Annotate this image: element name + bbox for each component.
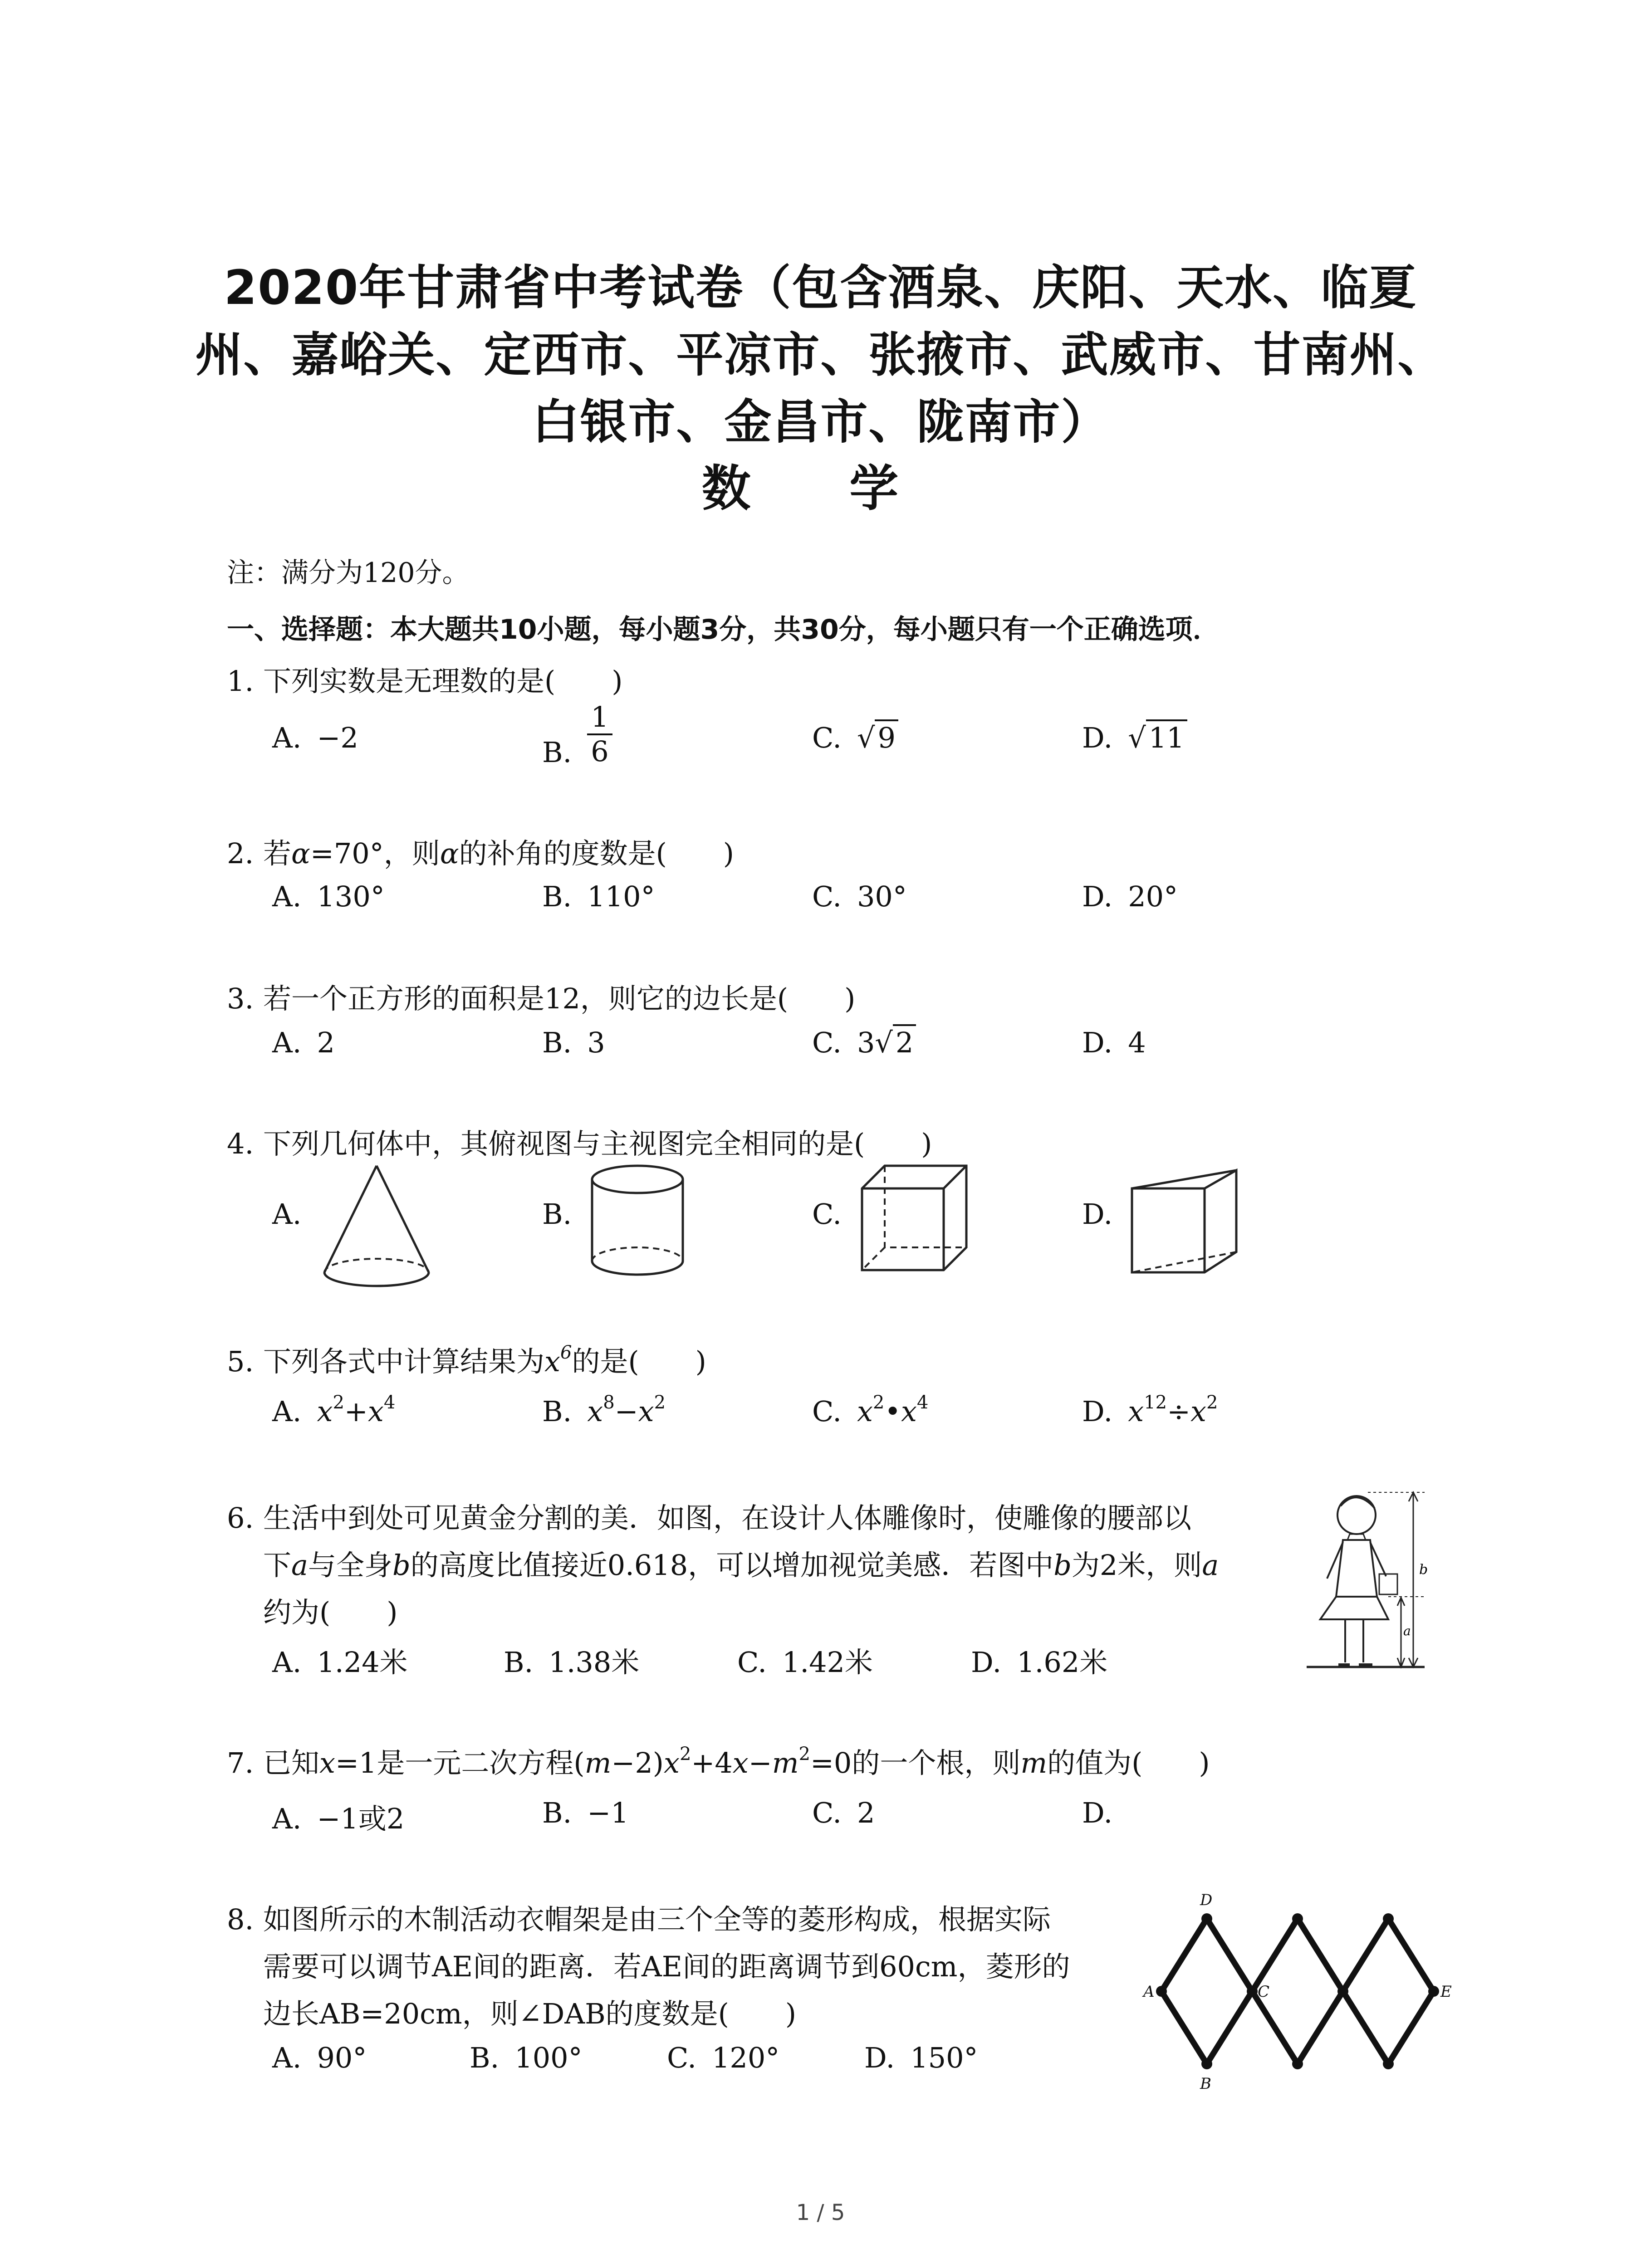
option-label: D. xyxy=(864,2041,895,2074)
score-note: 注：满分为120分。 xyxy=(227,557,470,589)
q4-option-d[interactable] xyxy=(1082,1198,1128,1231)
q4-option-c[interactable] xyxy=(812,1198,857,1231)
var-a: a xyxy=(291,1549,308,1582)
sqrt: √2 xyxy=(875,1026,916,1059)
fraction xyxy=(587,701,612,768)
q1-option-b[interactable] xyxy=(542,701,612,768)
q2-option-d[interactable] xyxy=(1082,880,1178,913)
option-label: C. xyxy=(812,880,842,913)
option-label: B. xyxy=(542,1198,572,1231)
question-stem: 下列几何体中，其俯视图与主视图完全相同的是( ) xyxy=(263,1127,932,1160)
option-value: 150° xyxy=(910,2041,978,2074)
label-a: a xyxy=(1403,1623,1411,1638)
question-6 xyxy=(227,1495,1316,1636)
radicand: 2 xyxy=(893,1024,916,1059)
option-label: C. xyxy=(667,2041,696,2074)
option-label: B. xyxy=(542,880,572,913)
cone-figure xyxy=(318,1161,436,1288)
stem-line xyxy=(227,1542,1316,1589)
question-number: 3. xyxy=(227,982,254,1015)
q6-option-c[interactable] xyxy=(737,1640,873,1680)
q3-option-a[interactable] xyxy=(272,1026,335,1059)
option-label: D. xyxy=(1082,1796,1113,1829)
option-value: 1.38米 xyxy=(549,1646,640,1679)
stem-text: 生活中到处可见黄金分割的美．如图，在设计人体雕像时，使雕像的腰部以 xyxy=(263,1501,1192,1535)
subject-heading: 数 学 xyxy=(701,460,940,517)
var-a: a xyxy=(1202,1549,1219,1582)
q3-option-b[interactable] xyxy=(542,1026,605,1059)
option-label: D. xyxy=(1082,1395,1113,1428)
cylinder-figure xyxy=(585,1161,690,1279)
option-value: $x^8-x^2$ xyxy=(587,1392,666,1428)
q1-option-d[interactable] xyxy=(1082,721,1187,754)
question-7 xyxy=(227,1740,1210,1787)
question-stem: 若一个正方形的面积是12，则它的边长是( ) xyxy=(263,982,856,1015)
option-label: B. xyxy=(470,2041,500,2074)
statue-figure xyxy=(1298,1483,1452,1674)
q8-option-b[interactable] xyxy=(470,2041,583,2074)
question-8 xyxy=(227,1896,1180,2038)
option-label: A. xyxy=(272,880,302,913)
option-value: 3 xyxy=(587,1026,605,1059)
option-value: $x^2•x^4$ xyxy=(857,1392,929,1428)
question-number: 7. xyxy=(227,1746,254,1779)
var-b: b xyxy=(392,1549,411,1582)
option-label: D. xyxy=(1082,880,1113,913)
option-label: D. xyxy=(1082,1198,1113,1231)
question-number: 2. xyxy=(227,837,254,870)
label-A: A xyxy=(1143,1983,1155,2001)
question-4 xyxy=(227,1120,932,1168)
option-value: 90° xyxy=(317,2041,367,2074)
denominator: 6 xyxy=(591,735,609,768)
stem-text: 的高度比值接近0.618，可以增加视觉美感．若图中 xyxy=(410,1549,1054,1582)
q3-option-c[interactable] xyxy=(812,1026,916,1059)
option-value: 1.24米 xyxy=(317,1646,408,1679)
option-value: −2 xyxy=(317,721,358,754)
q5-option-a[interactable] xyxy=(272,1392,396,1428)
option-label: C. xyxy=(812,1395,842,1428)
q3-option-d[interactable] xyxy=(1082,1026,1146,1059)
question-1 xyxy=(227,658,622,705)
option-label: A. xyxy=(272,1395,302,1428)
option-label: D. xyxy=(971,1646,1002,1679)
q7-option-c[interactable] xyxy=(812,1796,875,1829)
label-D: D xyxy=(1200,1891,1213,1909)
q4-option-b[interactable] xyxy=(542,1198,587,1231)
q2-option-a[interactable] xyxy=(272,880,385,913)
stem-text: 如图所示的木制活动衣帽架是由三个全等的菱形构成，根据实际 xyxy=(263,1903,1051,1936)
option-label: C. xyxy=(812,1026,842,1059)
option-value: 1.62米 xyxy=(1017,1646,1108,1679)
stem-part: 的补角的度数是( ) xyxy=(459,837,734,870)
page-title: 2020年甘肃省中考试卷（包含酒泉、庆阳、天水、临夏州、嘉峪关、定西市、平凉市、张掖市、武威市、甘南州、白银市、金昌市、陇南市） xyxy=(195,260,1446,450)
stem-text: 与全身 xyxy=(308,1549,392,1582)
question-2 xyxy=(227,830,734,877)
page-number: 1 / 5 xyxy=(796,2200,845,2225)
option-value: 2 xyxy=(857,1796,875,1829)
q8-option-a[interactable] xyxy=(272,2041,367,2074)
q4-option-a[interactable] xyxy=(272,1198,317,1231)
math-expression: $x^6$ xyxy=(544,1342,572,1378)
option-label: B. xyxy=(542,1796,572,1829)
question-3 xyxy=(227,975,855,1022)
stem-text: 下 xyxy=(263,1549,292,1582)
option-label: A. xyxy=(272,2041,302,2074)
sqrt: √11 xyxy=(1128,721,1187,754)
option-value: $x^{12}\div x^2$ xyxy=(1128,1392,1218,1428)
q7-option-a[interactable] xyxy=(272,1796,404,1837)
radicand: 9 xyxy=(875,719,898,754)
label-b: b xyxy=(1419,1562,1428,1578)
option-label: D. xyxy=(1082,1026,1113,1059)
alpha-symbol: α xyxy=(440,837,459,870)
alpha-symbol: α xyxy=(291,837,310,870)
option-value: 120° xyxy=(711,2041,780,2074)
q1-option-c[interactable] xyxy=(812,721,898,754)
option-value: 20° xyxy=(1128,880,1178,913)
q6-option-a[interactable] xyxy=(272,1640,408,1680)
option-label: C. xyxy=(737,1646,767,1679)
option-value: 100° xyxy=(514,2041,583,2074)
option-label: C. xyxy=(812,1198,842,1231)
q1-option-a[interactable] xyxy=(272,721,358,754)
option-label: C. xyxy=(812,1796,842,1829)
q7-option-d[interactable] xyxy=(1082,1796,1128,1829)
stem-text: 为2米，则 xyxy=(1071,1549,1202,1582)
question-number: 5. xyxy=(227,1345,254,1378)
option-coefficient: 3 xyxy=(857,1026,875,1059)
q5-option-d[interactable] xyxy=(1082,1392,1218,1428)
option-value: 30° xyxy=(857,880,907,913)
q2-option-c[interactable] xyxy=(812,880,907,913)
stem-line: 需要可以调节AE间的距离．若AE间的距离调节到60cm，菱形的 xyxy=(263,1950,1070,1983)
question-stem: 下列实数是无理数的是( ) xyxy=(263,665,623,698)
option-label: A. xyxy=(272,1646,302,1679)
question-number: 6. xyxy=(227,1501,254,1535)
option-label: B. xyxy=(542,1395,572,1428)
stem-line xyxy=(227,1495,1316,1542)
question-number: 8. xyxy=(227,1903,254,1936)
option-value: 1.42米 xyxy=(782,1646,873,1679)
q8-option-d[interactable] xyxy=(864,2041,978,2074)
section-heading: 一、选择题：本大题共10小题，每小题3分，共30分，每小题只有一个正确选项． xyxy=(227,614,1220,645)
option-value: 4 xyxy=(1128,1026,1146,1059)
option-value: 110° xyxy=(587,880,655,913)
option-value: $x^2+x^4$ xyxy=(317,1392,396,1428)
stem-part: 若 xyxy=(263,837,292,870)
radicand: 11 xyxy=(1146,719,1187,754)
option-label: B. xyxy=(504,1646,534,1679)
option-value: −1 xyxy=(587,1796,629,1829)
option-label: A. xyxy=(272,721,302,754)
stem-line: 边长AB=20cm，则∠DAB的度数是( ) xyxy=(263,1997,797,2030)
question-stem: 已知x=1是一元二次方程$(m-2)x^2+4x-m^2=0$的一个根，则m的值为( ) xyxy=(263,1744,1210,1779)
stem-part: 下列各式中计算结果为 xyxy=(263,1345,545,1378)
stem-part: =70°，则 xyxy=(310,837,440,870)
cube-figure xyxy=(857,1161,975,1279)
label-B: B xyxy=(1200,2075,1211,2093)
question-5 xyxy=(227,1338,706,1385)
numerator: 1 xyxy=(587,701,612,735)
option-label: A. xyxy=(272,1802,302,1835)
option-value: 130° xyxy=(317,880,385,913)
stem-part: 的是( ) xyxy=(572,1345,706,1378)
q5-option-b[interactable] xyxy=(542,1392,666,1428)
prism-figure xyxy=(1127,1166,1245,1279)
q6-option-d[interactable] xyxy=(971,1640,1107,1680)
question-number: 4. xyxy=(227,1127,254,1160)
label-C: C xyxy=(1258,1983,1270,2001)
q6-option-b[interactable] xyxy=(504,1640,639,1680)
option-label: D. xyxy=(1082,721,1113,754)
stem-line xyxy=(227,1896,1180,1943)
q7-option-b[interactable] xyxy=(542,1796,629,1829)
option-label: B. xyxy=(542,736,572,769)
question-number: 1. xyxy=(227,665,254,698)
option-value: 2 xyxy=(317,1026,335,1059)
q5-option-c[interactable] xyxy=(812,1392,929,1428)
option-label: B. xyxy=(542,1026,572,1059)
option-label: A. xyxy=(272,1198,302,1231)
sqrt: √9 xyxy=(857,721,898,754)
option-label: A. xyxy=(272,1026,302,1059)
stem-line: 约为( ) xyxy=(263,1596,398,1629)
q2-option-b[interactable] xyxy=(542,880,655,913)
option-value: −1或2 xyxy=(317,1802,405,1835)
var-b: b xyxy=(1053,1549,1072,1582)
hat-rack-figure xyxy=(1134,1889,1470,2098)
q8-option-c[interactable] xyxy=(667,2041,779,2074)
option-label: C. xyxy=(812,721,842,754)
label-E: E xyxy=(1440,1983,1452,2001)
